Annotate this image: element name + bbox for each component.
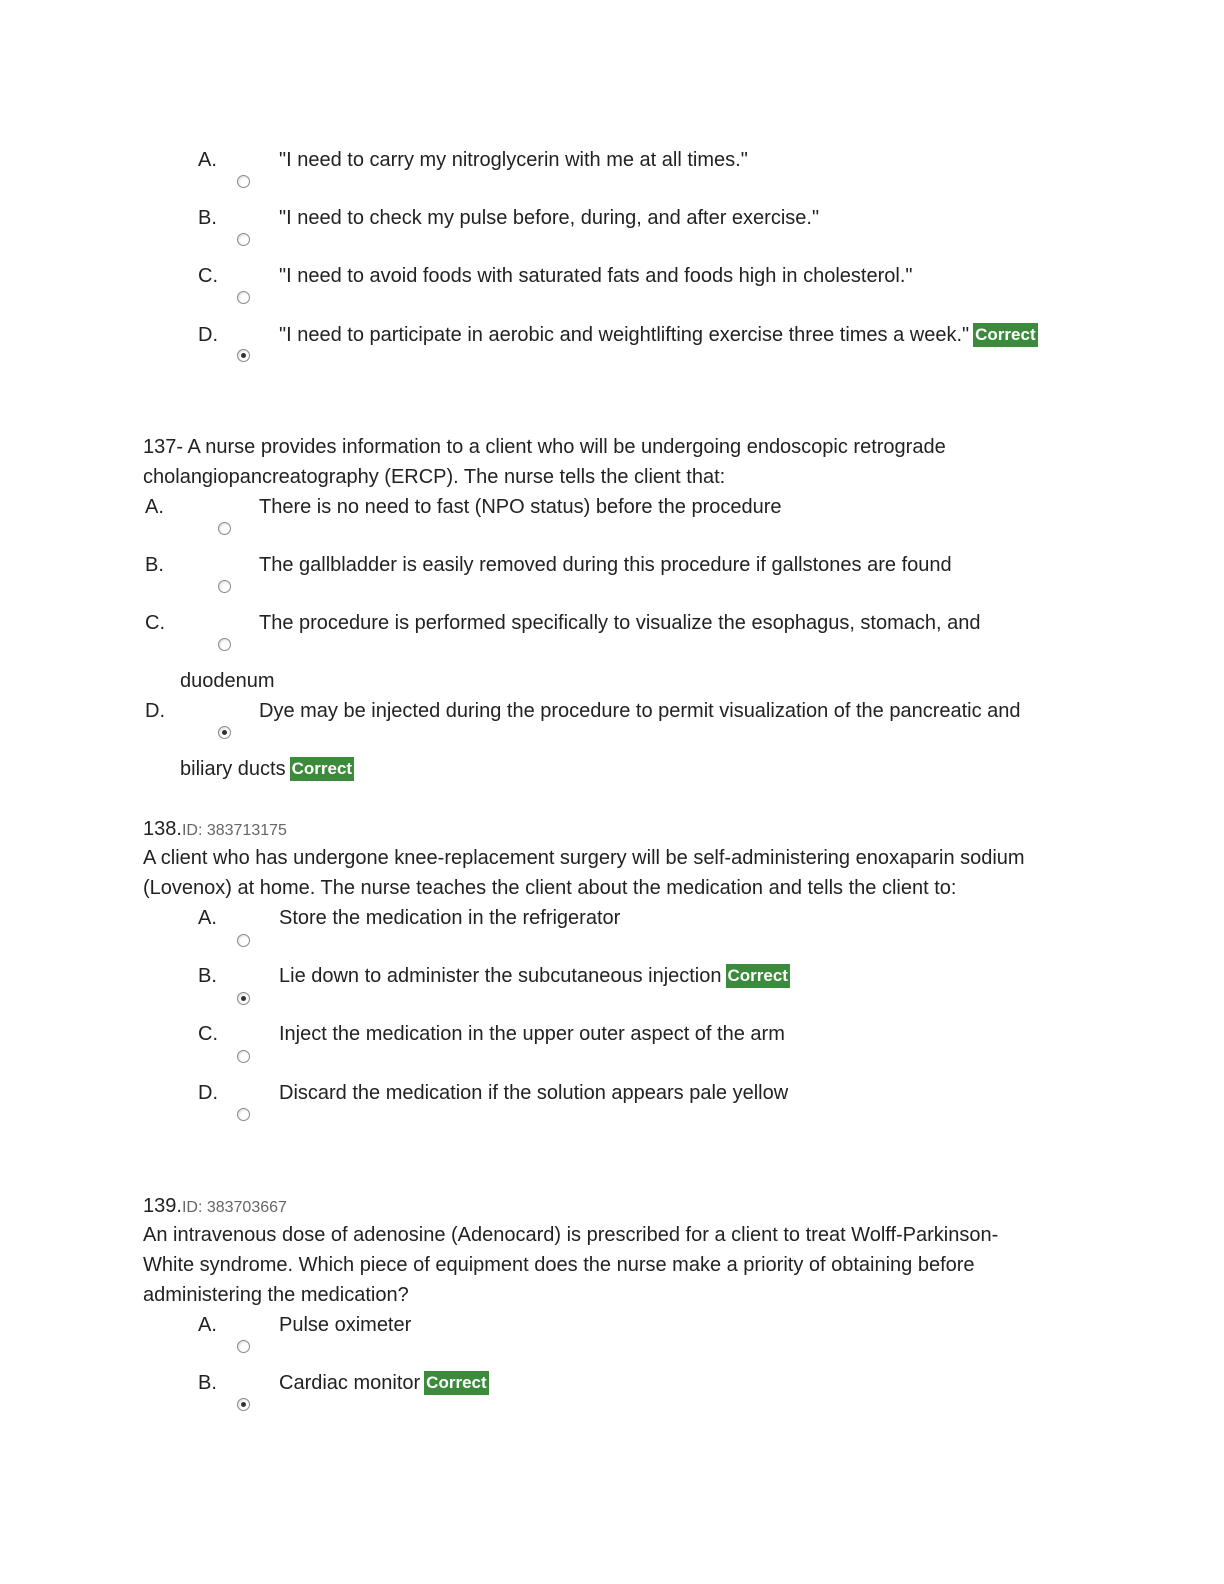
question-stem [143,1220,998,1310]
option-letter: B. [198,965,217,987]
option-letter: B. [145,554,164,576]
option-letter: C. [198,1023,218,1045]
question-stem [143,843,1025,903]
option-text: "I need to check my pulse before, during, and after exercise." [279,207,820,229]
question-number: 139. [143,1195,182,1217]
option-radio[interactable] [237,175,250,188]
option-text: Pulse oximeter [279,1314,412,1336]
question-number: 138. [143,818,182,840]
option-text: The gallbladder is easily removed during this procedure if gallstones are found [259,554,952,576]
option-text: Discard the medication if the solution appears pale yellow [279,1082,789,1104]
question-stem [143,432,946,492]
correct-badge: Correct [973,323,1037,347]
option-radio[interactable] [218,580,231,593]
question-header [143,817,287,843]
option-letter: C. [198,265,218,287]
option-radio-selected[interactable] [237,992,250,1005]
correct-badge: Correct [290,757,354,781]
option-letter: C. [145,612,165,634]
option-text-continuation: duodenum [180,670,275,692]
stem-line: cholangiopancreatography (ERCP). The nurse tells the client that: [143,466,726,488]
question-header [143,1194,287,1220]
option-letter: A. [198,907,217,929]
option-radio[interactable] [218,638,231,651]
stem-line: administering the medication? [143,1284,409,1306]
stem-line: White syndrome. Which piece of equipment does the nurse make a priority of obtaining before [143,1254,975,1276]
stem-line: A client who has undergone knee-replacement surgery will be self-administering enoxaparin sodium [143,847,1025,869]
option-radio-selected[interactable] [237,1398,250,1411]
option-radio[interactable] [237,1340,250,1353]
correct-badge: Correct [424,1371,488,1395]
option-text: "I need to carry my nitroglycerin with me at all times." [279,149,748,171]
option-text-content: Lie down to administer the subcutaneous injection [279,965,722,987]
option-radio-selected[interactable] [237,349,250,362]
option-letter: D. [198,1082,218,1104]
stem-line: 137- A nurse provides information to a client who will be undergoing endoscopic retrograde [143,436,946,458]
option-letter: A. [198,1314,217,1336]
question-id: ID: 383713175 [181,822,287,839]
option-letter: D. [198,324,218,346]
option-text: Inject the medication in the upper outer aspect of the arm [279,1023,785,1045]
option-text [279,964,790,988]
option-text-content: biliary ducts [180,758,286,780]
stem-line: An intravenous dose of adenosine (Adenocard) is prescribed for a client to treat Wolff-Parkinson- [143,1224,999,1246]
option-radio-selected[interactable] [218,726,231,739]
option-radio[interactable] [237,934,250,947]
option-text: The procedure is performed specifically to visualize the esophagus, stomach, and [259,612,981,634]
option-text-content: "I need to participate in aerobic and weightlifting exercise three times a week." [279,324,970,346]
option-text: There is no need to fast (NPO status) before the procedure [259,496,782,518]
option-radio[interactable] [237,1050,250,1063]
option-text: Store the medication in the refrigerator [279,907,621,929]
option-letter: A. [145,496,164,518]
stem-line: (Lovenox) at home. The nurse teaches the client about the medication and tells the client to: [143,877,957,899]
option-letter: A. [198,149,217,171]
option-radio[interactable] [237,291,250,304]
option-radio[interactable] [237,233,250,246]
option-radio[interactable] [237,1108,250,1121]
option-text: "I need to avoid foods with saturated fats and foods high in cholesterol." [279,265,913,287]
option-text [279,323,1038,347]
option-text-content: Cardiac monitor [279,1372,421,1394]
option-radio[interactable] [218,522,231,535]
option-letter: B. [198,1372,217,1394]
option-letter: B. [198,207,217,229]
option-text [279,1371,489,1395]
correct-badge: Correct [726,964,790,988]
option-letter: D. [145,700,165,722]
option-text-continuation [180,757,354,781]
question-id: ID: 383703667 [181,1199,287,1216]
option-text: Dye may be injected during the procedure to permit visualization of the pancreatic and [259,700,1021,722]
